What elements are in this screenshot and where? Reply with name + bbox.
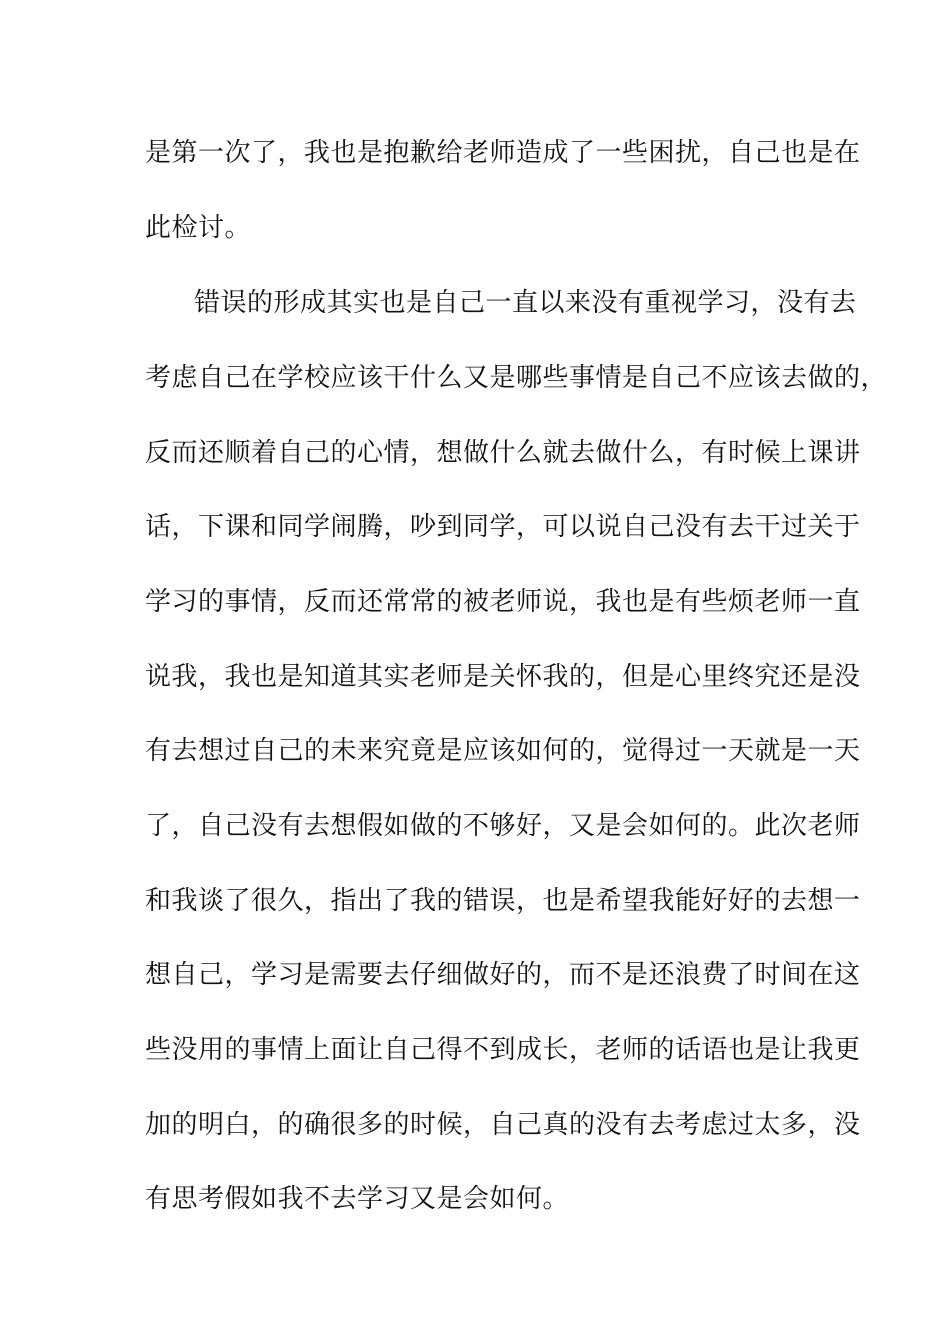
paragraph-start-line: 错误的形成其实也是自己一直以来没有重视学习，没有去 [194,288,857,318]
text-line: 有思考假如我不去学习又是会如何。 [145,1184,570,1214]
text-line: 说我，我也是知道其实老师是关怀我的，但是心里终究还是没 [145,662,861,692]
text-line: 和我谈了很久，指出了我的错误，也是希望我能好好的去想一 [145,886,861,916]
text-line: 加的明白，的确很多的时候，自己真的没有去考虑过太多，没 [145,1110,861,1140]
text-line: 学习的事情，反而还常常的被老师说，我也是有些烦老师一直 [145,587,861,617]
text-line: 是第一次了，我也是抱歉给老师造成了一些困扰，自己也是在 [145,138,861,168]
text-line: 此检讨。 [145,213,252,243]
text-line: 有去想过自己的未来究竟是应该如何的，觉得过一天就是一天 [145,736,861,766]
text-line: 考虑自己在学校应该干什么又是哪些事情是自己不应该去做的， [145,363,888,393]
text-line: 反而还顺着自己的心情，想做什么就去做什么，有时候上课讲 [145,438,861,468]
text-line: 想自己，学习是需要去仔细做好的，而不是还浪费了时间在这 [145,960,861,990]
text-line: 话，下课和同学闹腾，吵到同学，可以说自己没有去干过关于 [145,512,861,542]
text-line: 了，自己没有去想假如做的不够好，又是会如何的。此次老师 [145,811,861,841]
text-line: 些没用的事情上面让自己得不到成长，老师的话语也是让我更 [145,1035,861,1065]
